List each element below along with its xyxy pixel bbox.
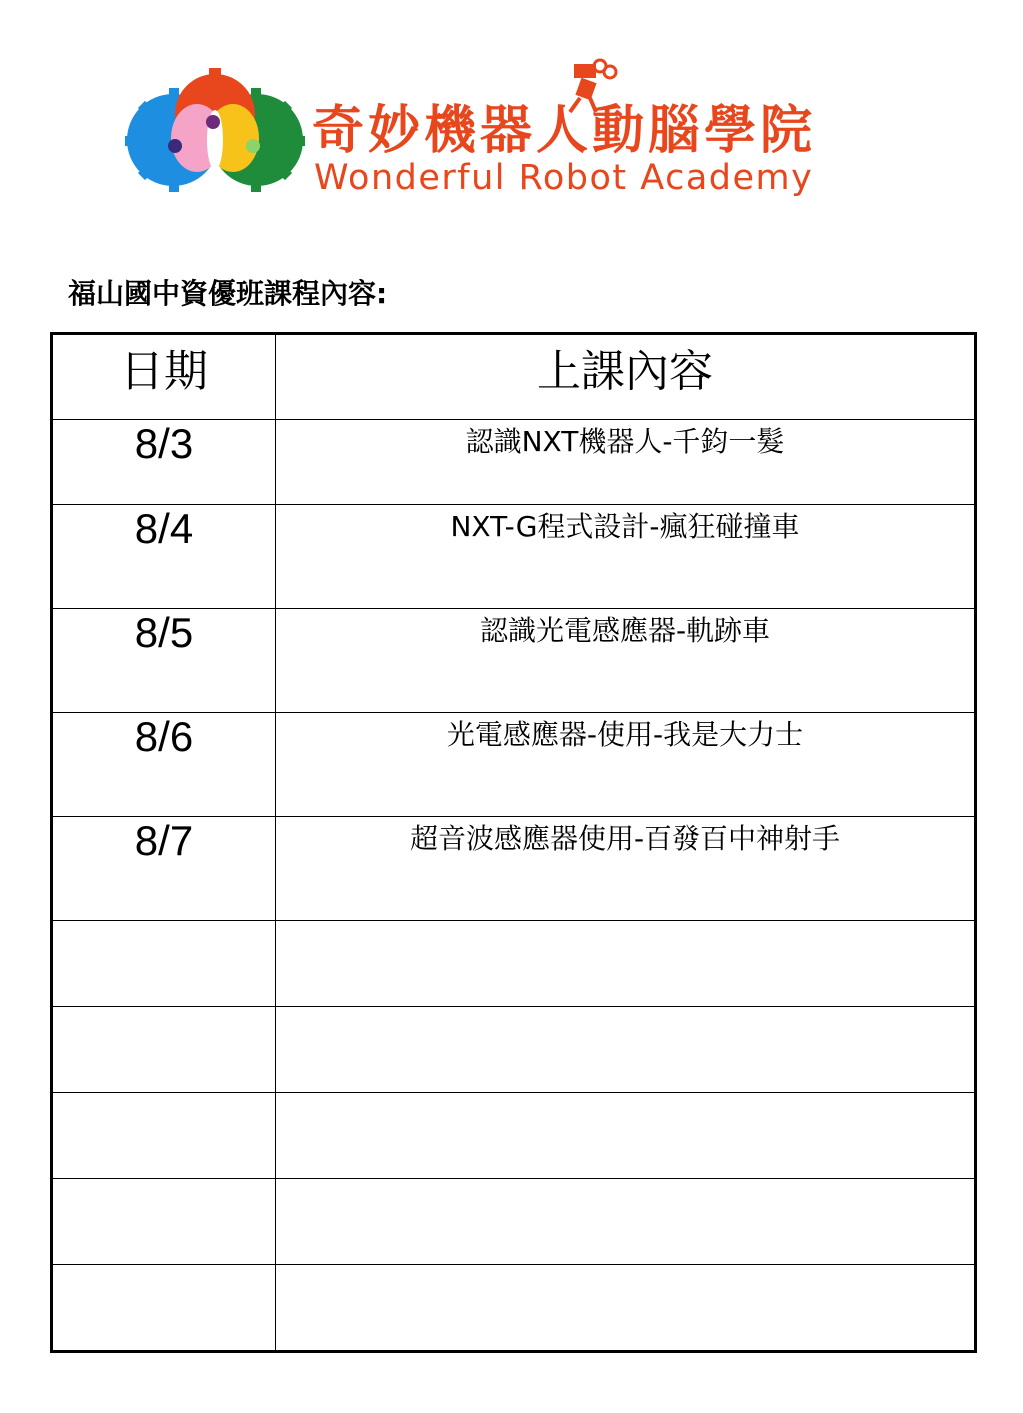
- table-row: [52, 713, 976, 817]
- page-title: 福山國中資優班課程內容:: [68, 277, 388, 310]
- date-cell: [52, 1265, 276, 1352]
- table-row: [52, 817, 976, 921]
- content-cell: NXT-G程式設計-瘋狂碰撞車: [276, 505, 976, 609]
- date-cell: 8/7: [52, 817, 276, 921]
- date-cell: [52, 1179, 276, 1265]
- date-cell: 8/6: [52, 713, 276, 817]
- table-row: [52, 921, 976, 1007]
- content-cell: 認識NXT機器人-千鈞一髮: [276, 420, 976, 505]
- content-cell: 認識光電感應器-軌跡車: [276, 609, 976, 713]
- table-row: [52, 1093, 976, 1179]
- content-cell: [276, 1093, 976, 1179]
- academy-name-english: Wonderful Robot Academy: [314, 158, 814, 198]
- table-row: [52, 1265, 976, 1352]
- date-cell: [52, 1093, 276, 1179]
- content-cell: [276, 1179, 976, 1265]
- table-row: [52, 505, 976, 609]
- table-row: [52, 1007, 976, 1093]
- academy-name-chinese: 奇妙機器人動腦學院: [312, 101, 817, 161]
- table-row: [52, 420, 976, 505]
- course-schedule-table: [50, 332, 977, 1353]
- date-cell: [52, 921, 276, 1007]
- date-cell: 8/3: [52, 420, 276, 505]
- content-cell: 超音波感應器使用-百發百中神射手: [276, 817, 976, 921]
- content-cell: [276, 1007, 976, 1093]
- date-cell: [52, 1007, 276, 1093]
- content-cell: [276, 1265, 976, 1352]
- date-cell: 8/4: [52, 505, 276, 609]
- date-column-header: 日期: [52, 334, 276, 420]
- table-row: [52, 1179, 976, 1265]
- table-header-row: [52, 334, 976, 420]
- content-column-header: 上課內容: [276, 334, 976, 420]
- content-cell: [276, 921, 976, 1007]
- academy-logo-gears: [125, 68, 305, 200]
- date-cell: 8/5: [52, 609, 276, 713]
- content-cell: 光電感應器-使用-我是大力士: [276, 713, 976, 817]
- table-row: [52, 609, 976, 713]
